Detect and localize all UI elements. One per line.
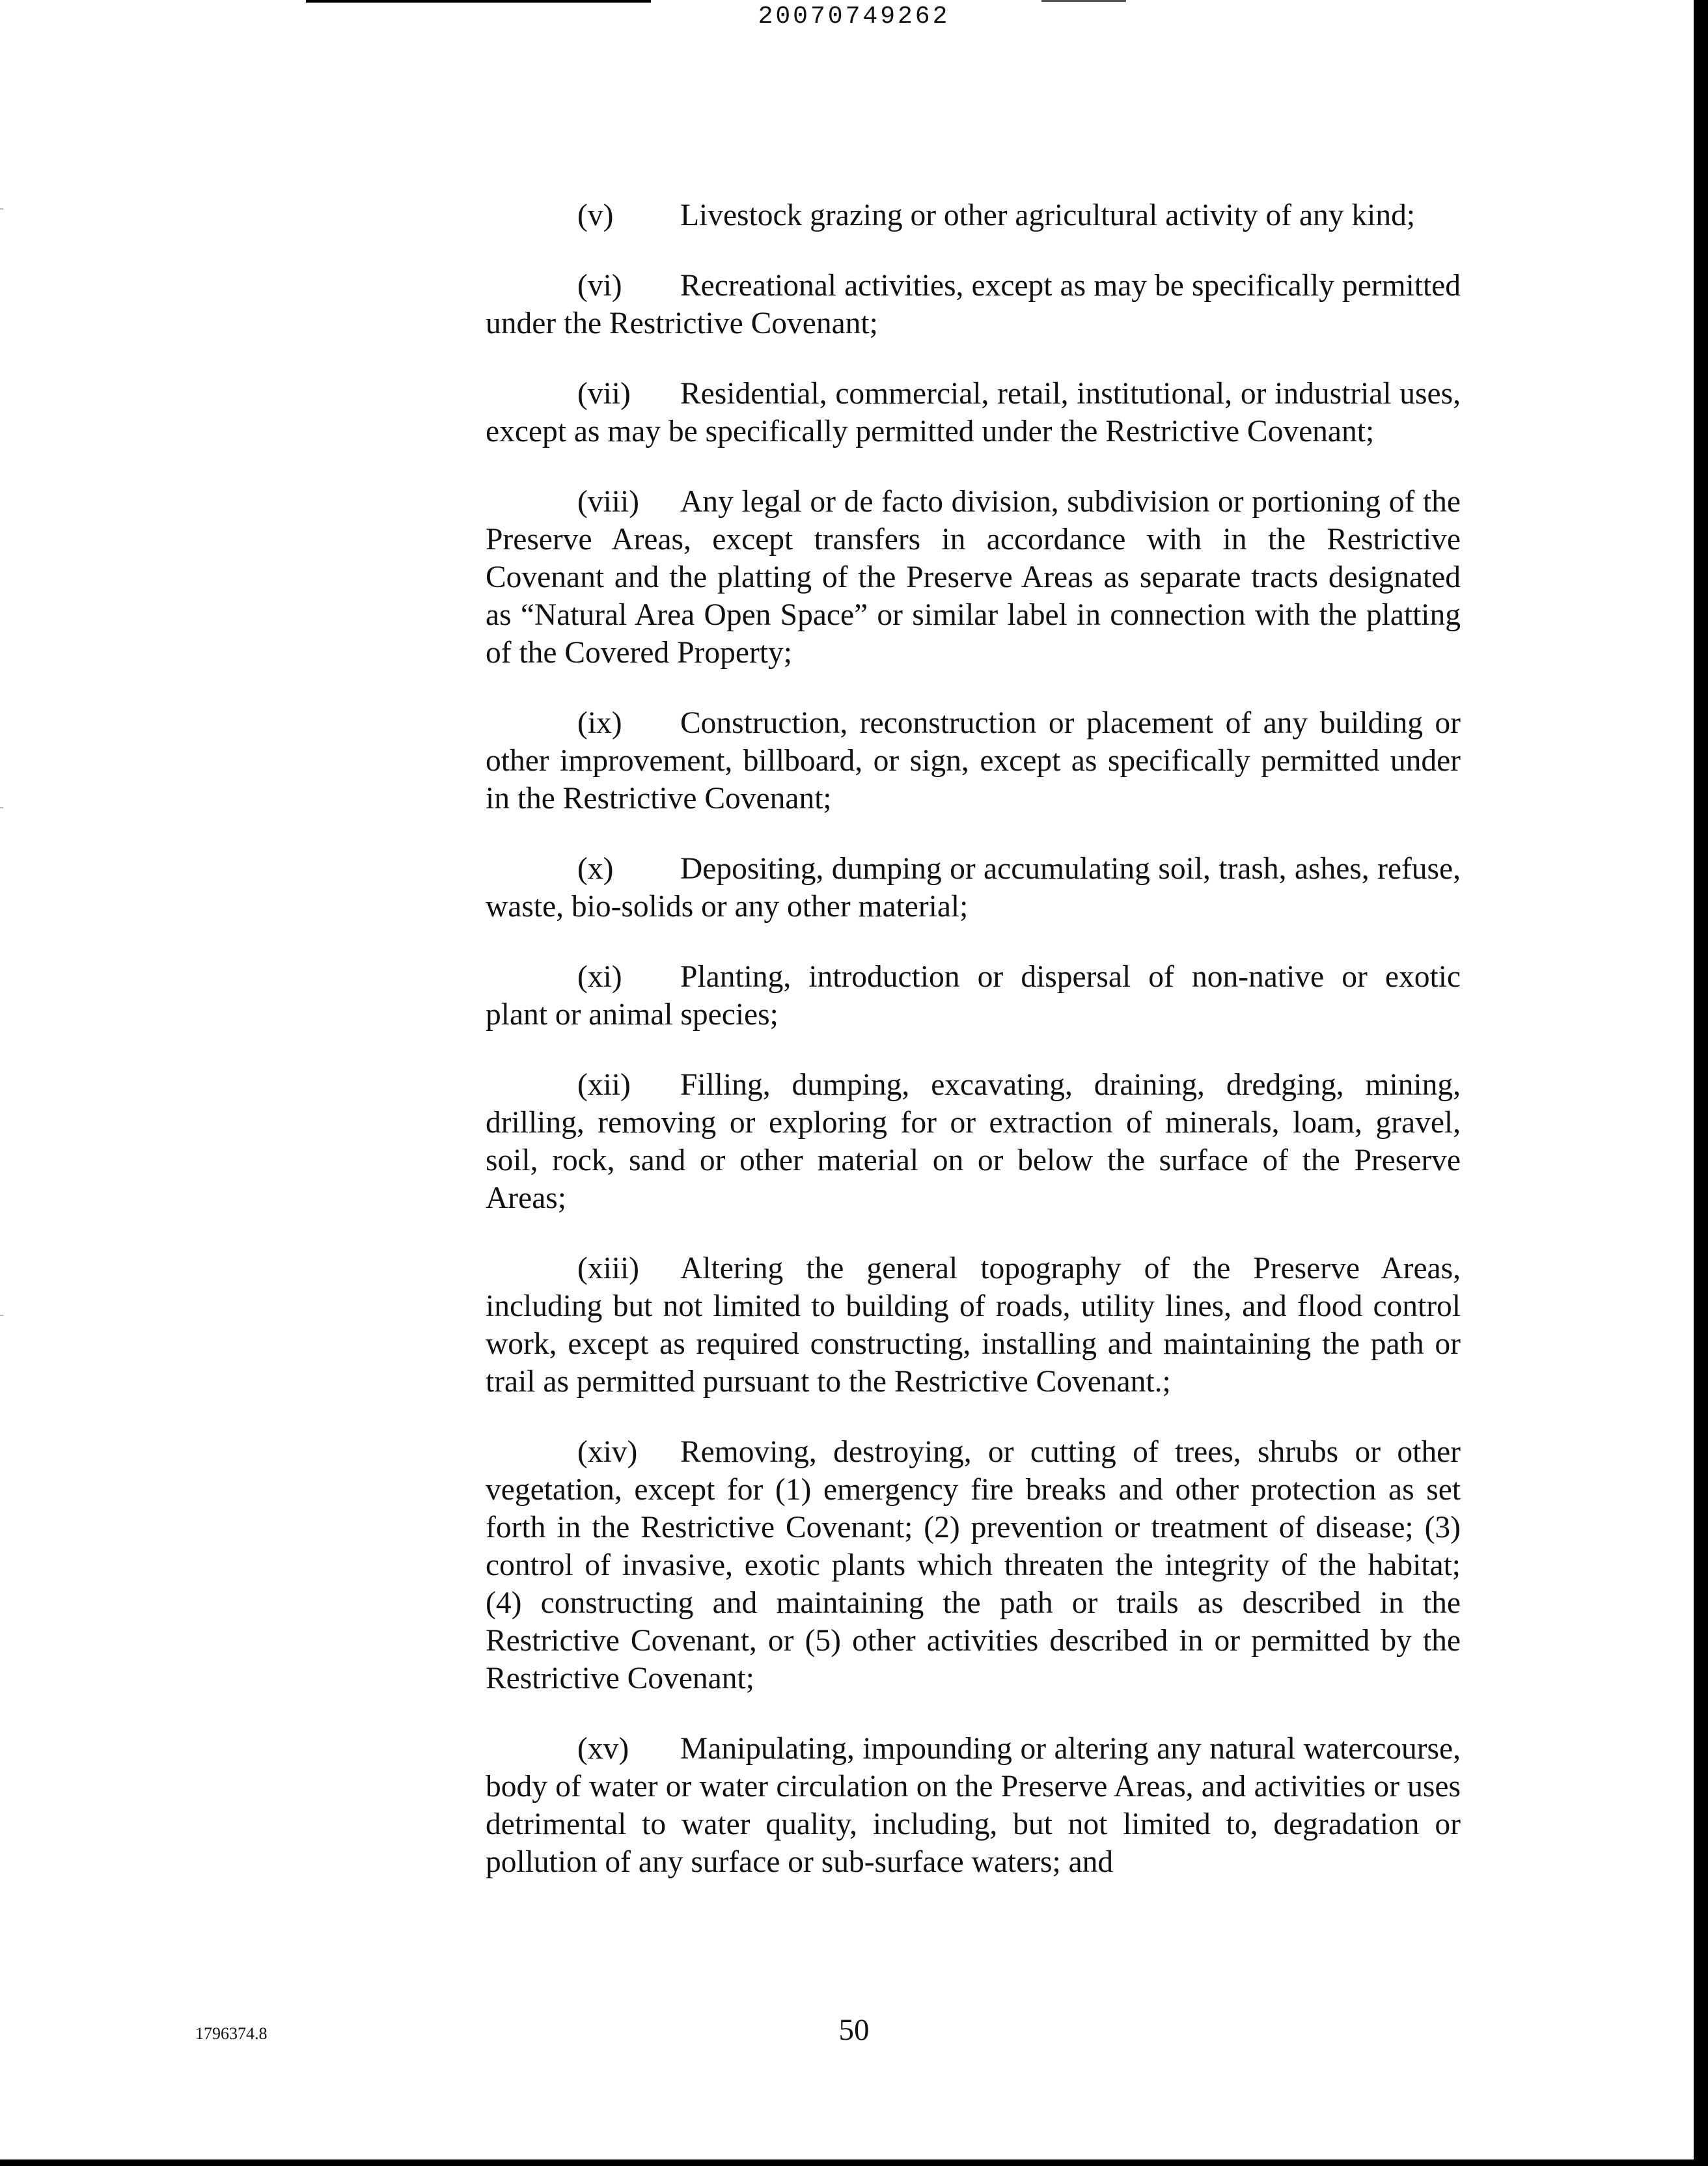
clause-number: (xii) <box>577 1068 631 1102</box>
clause-xiii <box>486 1250 1461 1401</box>
clause-text: Residential, commercial, retail, institutional, or industrial uses, except as may be specifically permitted under the Restrictive Covenant; <box>486 377 1461 448</box>
clause-ix <box>486 704 1461 817</box>
clause-text: Manipulating, impounding or altering any natural watercourse, body of water or water circulation on the Preserve Areas, and activities or uses detrimental to water quality, including, but not limited to, degradation or pollution of any surface or sub-surface waters; and <box>486 1732 1461 1879</box>
clause-number: (xiv) <box>577 1435 638 1469</box>
scan-margin-mark <box>0 807 3 808</box>
scan-margin-mark <box>0 1315 3 1316</box>
clause-viii <box>486 483 1461 672</box>
clause-vii <box>486 375 1461 450</box>
clause-xii <box>486 1066 1461 1217</box>
clause-text: Filling, dumping, excavating, draining, dredging, mining, drilling, removing or exploring for or extraction of minerals, loam, gravel, soil, rock, sand or other material on or below the surface of the Preserve Areas; <box>486 1068 1461 1215</box>
clause-number: (vi) <box>577 269 622 303</box>
clause-xiv <box>486 1433 1461 1697</box>
clause-xv <box>486 1730 1461 1881</box>
scan-margin-mark <box>0 208 3 210</box>
clause-number: (vii) <box>577 377 631 411</box>
document-number: 20070749262 <box>758 3 950 31</box>
clause-vi <box>486 267 1461 342</box>
scan-border-bottom <box>0 2159 1708 2166</box>
clause-text: Recreational activities, except as may be specifically permitted under the Restrictive Covenant; <box>486 269 1461 340</box>
footer-document-id: 1796374.8 <box>195 2024 268 2043</box>
clause-number: (xiii) <box>577 1252 639 1285</box>
clause-number: (xv) <box>577 1732 629 1766</box>
clause-number: (viii) <box>577 485 639 519</box>
clause-text: Any legal or de facto division, subdivision or portioning of the Preserve Areas, except transfers in accordance with in the Restrictive Covenant and the platting of the Preserve Areas as separate tracts designated as “Natural Area Open Space” or similar label in connection with the platting of the Covered Property; <box>486 485 1461 670</box>
scan-top-mark <box>1041 0 1126 2</box>
clause-text: Construction, reconstruction or placement of any building or other improvement, billboard, or sign, except as specifically permitted under in the Restrictive Covenant; <box>486 706 1461 816</box>
clause-number: (x) <box>577 852 614 886</box>
clause-number: (xi) <box>577 960 622 994</box>
clause-v <box>486 197 1461 234</box>
clause-text: Altering the general topography of the Preserve Areas, including but not limited to building of roads, utility lines, and flood control work, except as required constructing, installing and maintaining the path or trail as permitted pursuant to the Restrictive Covenant.; <box>486 1252 1461 1399</box>
clause-x <box>486 850 1461 925</box>
clause-text: Livestock grazing or other agricultural activity of any kind; <box>680 199 1416 232</box>
page-number: 50 <box>838 2013 870 2047</box>
clause-text: Removing, destroying, or cutting of trees, shrubs or other vegetation, except for (1) emergency fire breaks and other protection as set forth in the Restrictive Covenant; (2) prevention or treatment of disease; (3) control of invasive, exotic plants which threaten the integrity of the habitat; (4) constructing and maintaining the path or trails as described in the Restrictive Covenant, or (5) other activities described in or permitted by the Restrictive Covenant; <box>486 1435 1461 1695</box>
clause-number: (v) <box>577 199 614 232</box>
scan-border-right <box>1694 0 1708 2166</box>
clause-number: (ix) <box>577 706 622 740</box>
clause-xi <box>486 958 1461 1034</box>
clause-text: Planting, introduction or dispersal of non-native or exotic plant or animal species; <box>486 960 1461 1032</box>
clause-list <box>486 197 1461 1913</box>
clause-text: Depositing, dumping or accumulating soil, trash, ashes, refuse, waste, bio-solids or any other material; <box>486 852 1461 924</box>
